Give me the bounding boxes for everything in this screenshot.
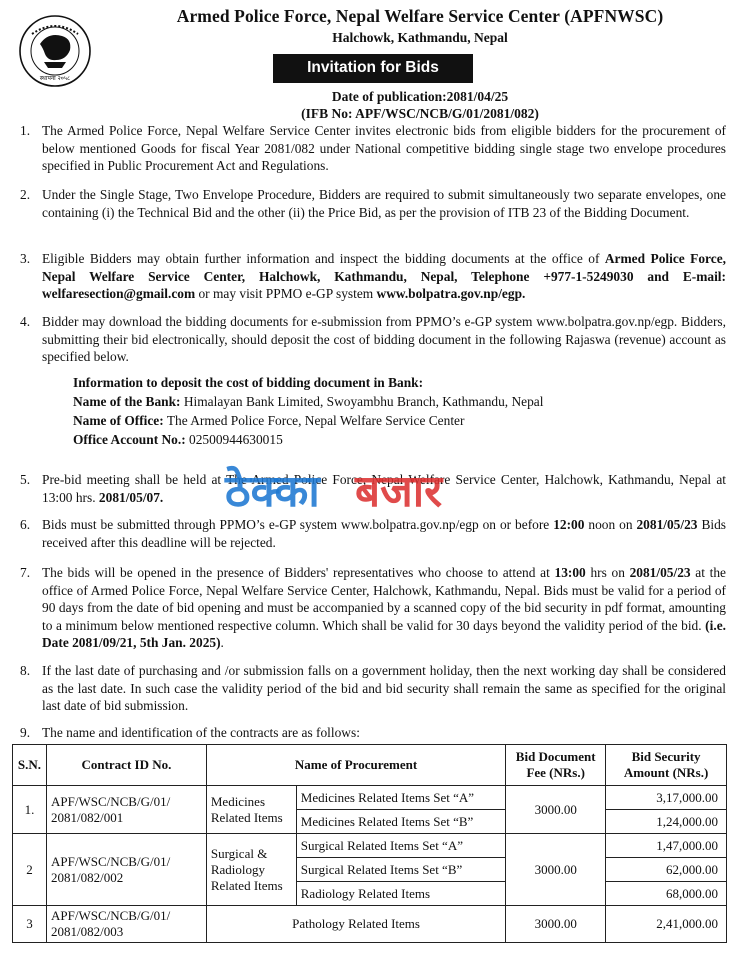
clause-text: Bidder may download the bidding documents for e-submission from PPMO’s e-GP system www.bolpatra.gov.np/egp. Bidders, submitting their bid electronically, should deposit the cost of bidding document in the following Rajaswa (revenue) account as specified below. [42, 314, 726, 365]
cell-security: 68,000.00 [606, 882, 727, 906]
cell-item: Medicines Related Items Set “A” [296, 786, 505, 810]
publication-date: Date of publication:2081/04/25 [331, 89, 509, 104]
organization-address: Halchowk, Kathmandu, Nepal [332, 30, 508, 45]
clause-number: 8. [20, 663, 31, 678]
cell-contract-id: APF/WSC/NCB/G/01/ 2081/082/002 [46, 834, 206, 906]
clause-text [42, 516, 726, 551]
clause-6 [20, 516, 726, 551]
cell-fee: 3000.00 [506, 786, 606, 834]
cell-sn: 1. [13, 786, 47, 834]
clause-text: The Armed Police Force, Nepal Welfare Service Center invites electronic bids from eligible bidders for the procurement of below mentioned Goods for fiscal Year 2081/082 under National competitive bidding single stage two envelope procedures specified in Public Procurement Act and Regulations. [42, 123, 726, 174]
bank-label: Name of the Bank: [73, 394, 181, 409]
clause-8 [20, 662, 726, 715]
clause-text-part: or may visit PPMO e-GP system [195, 286, 377, 302]
ifb-number: (IFB No: APF/WSC/NCB/G/01/2081/082) [301, 106, 539, 121]
cell-security: 62,000.00 [606, 858, 727, 882]
clause-text-part: hrs on [585, 565, 630, 580]
cell-item: Surgical Related Items Set “B” [296, 858, 505, 882]
clause-text-part: Eligible Bidders may obtain further information and inspect the bidding documents at the office of [42, 251, 605, 266]
table-row [13, 786, 727, 810]
header-contract-id: Contract ID No. [46, 745, 206, 786]
clause-text-part: at the office of Armed Police Force, Nepal Welfare Service Center, Halchowk, Kathmandu, Nepal. Bids must be valid for a period of 90 days from the date of bid opening and must be accompanied by a scanned copy of the bid security in pdf format, amounting to a minimum below mentioned respective column. Which shall be valid for 30 days beyond the validity period of the bid. [42, 565, 726, 633]
table-header-row [13, 745, 727, 786]
clause-1 [20, 122, 726, 175]
account-label: Office Account No.: [73, 432, 186, 447]
clause-number: 7. [20, 565, 31, 580]
contracts-table [12, 744, 727, 943]
clause-9 [20, 724, 726, 742]
cell-sn: 3 [13, 906, 47, 943]
validity-date: (i.e. Date 2081/09/21, 5th Jan. 2025) [42, 617, 726, 651]
cell-security: 1,24,000.00 [606, 810, 727, 834]
account-value: 02500944630015 [185, 432, 283, 447]
bank-information [73, 373, 693, 449]
invitation-banner: Invitation for Bids [273, 54, 473, 83]
clause-text [42, 564, 726, 652]
office-value: The Armed Police Force, Nepal Welfare Service Center [163, 413, 465, 428]
cell-procurement: Pathology Related Items [206, 906, 505, 943]
bank-heading: Information to deposit the cost of bidding document in Bank: [73, 375, 424, 390]
office-contact: Armed Police Force, Nepal Welfare Service Center, Halchowk, Kathmandu, Nepal, Telephone +977-1-5249030 and E-mail: welfaresection@gmail.com [42, 251, 726, 302]
clause-4 [20, 313, 726, 366]
cell-fee: 3000.00 [506, 906, 606, 943]
clause-number: 2. [20, 187, 31, 202]
clause-7 [20, 564, 726, 652]
clause-text [42, 250, 726, 303]
opening-date: 2081/05/23 [629, 565, 691, 580]
clause-text-part: Pre-bid meeting shall be held at The Armed Police Force, Nepal Welfare Service Center, Halchowk, Kathmandu, Nepal at 13:00 hrs. [42, 472, 726, 505]
cell-item: Surgical Related Items Set “A” [296, 834, 505, 858]
cell-group: Medicines Related Items [206, 786, 296, 834]
submission-time: 12:00 [553, 517, 585, 532]
watermark-right: बजार [355, 466, 443, 517]
header-sn: S.N. [13, 745, 47, 786]
header-security: Bid Security Amount (NRs.) [606, 745, 727, 786]
clause-text-part: Bids received after this deadline will be rejected. [42, 517, 727, 550]
cell-security: 2,41,000.00 [606, 906, 727, 943]
office-label: Name of Office: [73, 413, 164, 428]
clause-text [42, 471, 726, 506]
clause-number: 6. [20, 517, 31, 532]
table-row [13, 906, 727, 943]
cell-group: Surgical & Radiology Related Items [206, 834, 296, 906]
opening-time: 13:00 [554, 565, 586, 580]
clause-number: 4. [20, 314, 31, 329]
cell-fee: 3000.00 [506, 834, 606, 906]
cell-item: Medicines Related Items Set “B” [296, 810, 505, 834]
clause-number: 1. [20, 123, 31, 138]
clause-text: If the last date of purchasing and /or submission falls on a government holiday, then the next working day shall be considered as the last date. In such case the validity period of the bid and bid security shall remain the same as specified for the original last date of bid submission. [42, 663, 726, 714]
clause-number: 5. [20, 472, 31, 487]
cell-sn: 2 [13, 834, 47, 906]
clause-text-part: . [220, 635, 224, 651]
svg-text:स्थापना २०५८: स्थापना २०५८ [39, 75, 71, 82]
clause-number: 9. [20, 725, 31, 740]
clause-5 [20, 471, 726, 506]
clause-text-part: The bids will be opened in the presence of Bidders' representatives who choose to attend at [42, 565, 555, 580]
clause-2 [20, 186, 726, 221]
cell-contract-id: APF/WSC/NCB/G/01/ 2081/082/001 [46, 786, 206, 834]
clause-text: Under the Single Stage, Two Envelope Procedure, Bidders are required to submit simultaneously two separate envelopes, one containing (i) the Technical Bid and the other (ii) the Price Bid, as per the provision of ITB 23 of the Bidding Document. [42, 187, 726, 220]
clause-text: The name and identification of the contracts are as follows: [42, 725, 360, 740]
submission-date: 2081/05/23 [636, 517, 698, 532]
apf-welfare-emblem-icon [18, 14, 92, 88]
header-procurement: Name of Procurement [206, 745, 505, 786]
header-fee: Bid Document Fee (NRs.) [506, 745, 606, 786]
table-row [13, 834, 727, 858]
pre-bid-date: 2081/05/07. [98, 489, 164, 505]
clause-text-part: noon on [584, 517, 637, 532]
cell-contract-id: APF/WSC/NCB/G/01/ 2081/082/003 [46, 906, 206, 943]
clause-number: 3. [20, 251, 31, 266]
egp-url: www.bolpatra.gov.np/egp. [376, 286, 526, 302]
organization-title: Armed Police Force, Nepal Welfare Service Center (APFNWSC) [176, 6, 664, 26]
cell-security: 1,47,000.00 [606, 834, 727, 858]
cell-item: Radiology Related Items [296, 882, 505, 906]
clause-3 [20, 250, 726, 303]
watermark-left: ठेक्का [225, 466, 320, 517]
clause-text-part: Bids must be submitted through PPMO’s e-GP system www.bolpatra.gov.np/egp on or before [42, 517, 554, 532]
cell-security: 3,17,000.00 [606, 786, 727, 810]
bank-value: Himalayan Bank Limited, Swoyambhu Branch, Kathmandu, Nepal [180, 394, 544, 409]
